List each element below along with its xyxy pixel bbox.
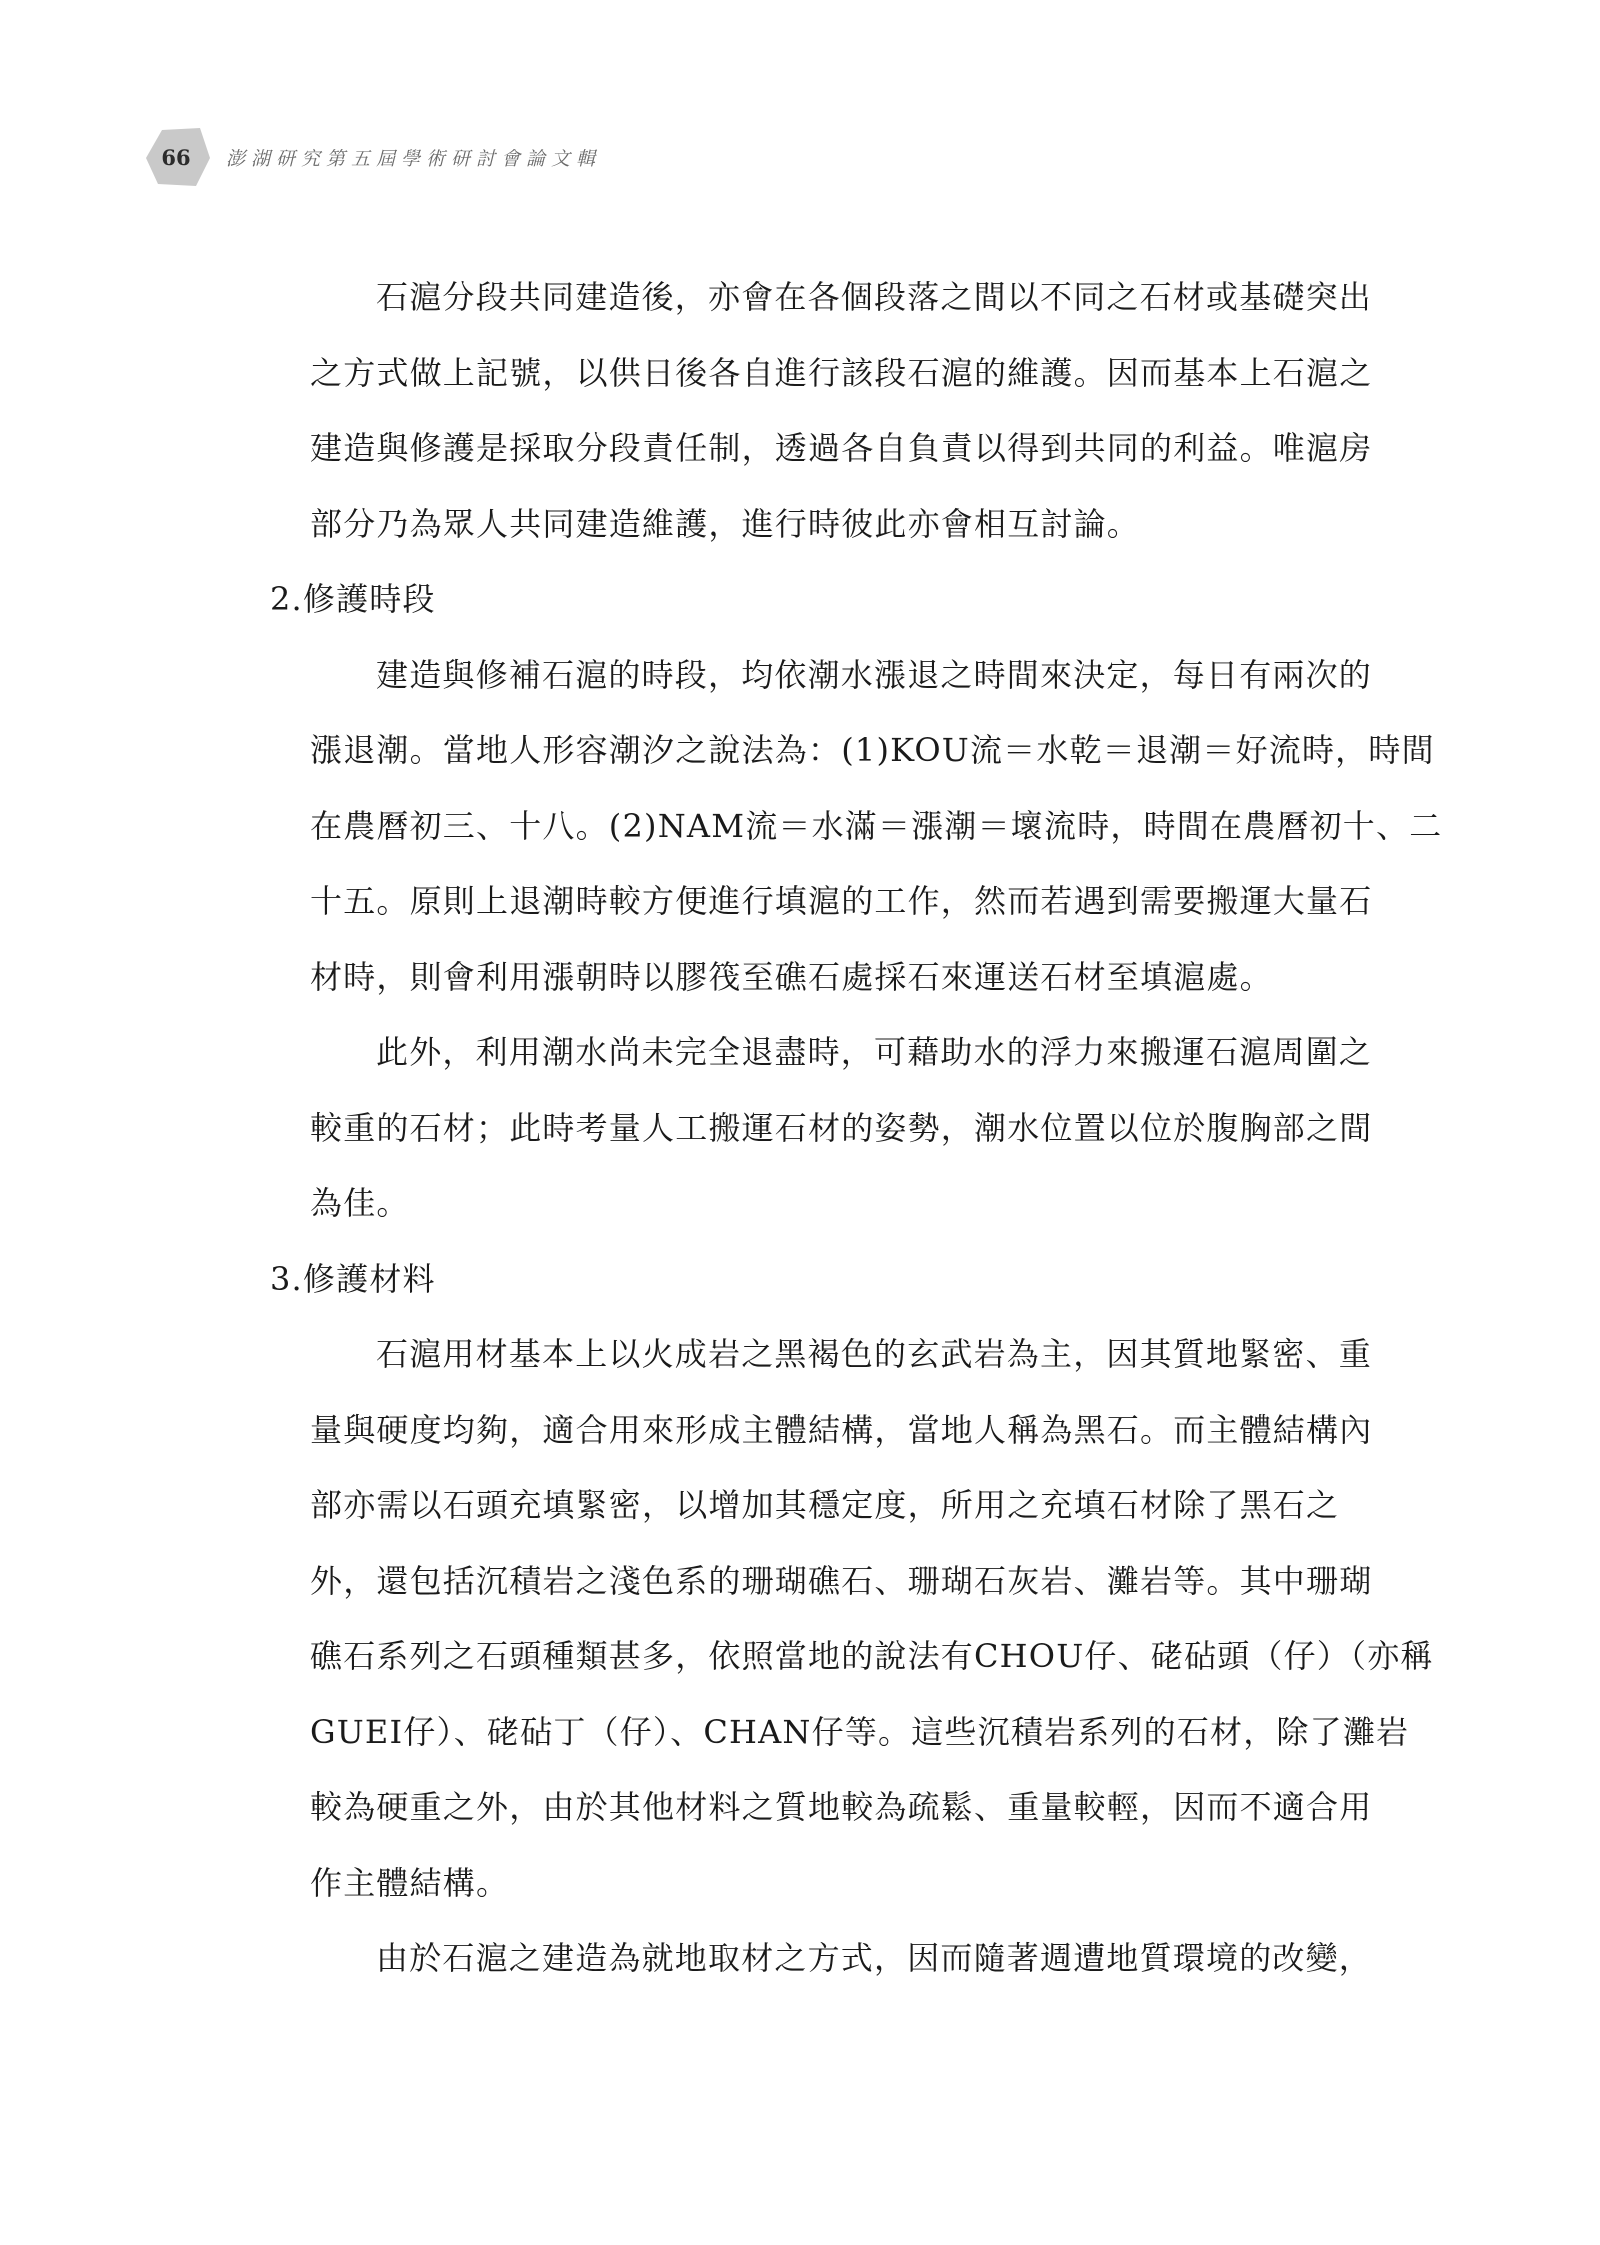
text-line: 石滬分段共同建造後，亦會在各個段落之間以不同之石材或基礎突出 [376, 278, 1373, 316]
paragraph-local-materials [310, 1921, 1410, 1997]
section-heading-repair-materials: 3.修護材料 [270, 1259, 436, 1298]
text-line: 由於石滬之建造為就地取材之方式，因而隨著週遭地質環境的改變， [376, 1939, 1373, 1977]
text-line: 作主體結構。 [310, 1863, 510, 1902]
text-line: 此外，利用潮水尚未完全退盡時，可藉助水的浮力來搬運石滬周圍之 [376, 1033, 1373, 1071]
section-heading-repair-timing: 2.修護時段 [270, 580, 436, 618]
text-line: 部亦需以石頭充填緊密，以增加其穩定度，所用之充填石材除了黑石之 [310, 1486, 1340, 1524]
paragraph-buoyancy [310, 1015, 1410, 1242]
page-body [270, 260, 1443, 1997]
text-line: 石滬用材基本上以火成岩之黑褐色的玄武岩為主，因其質地緊密、重 [376, 1335, 1373, 1373]
text-line: 十五。原則上退潮時較方便進行填滬的工作，然而若遇到需要搬運大量石 [310, 882, 1373, 920]
text-line: 外，還包括沉積岩之淺色系的珊瑚礁石、珊瑚石灰岩、灘岩等。其中珊瑚 [310, 1561, 1373, 1600]
text-line: 在農曆初三、十八。(2)NAM流＝水滿＝漲潮＝壞流時，時間在農曆初十、二 [310, 806, 1443, 845]
running-title: 澎湖研究第五屆學術研討會論文輯 [226, 147, 602, 170]
text-line: 之方式做上記號，以供日後各自進行該段石滬的維護。因而基本上石滬之 [310, 353, 1373, 392]
text-line: 量與硬度均夠，適合用來形成主體結構，當地人稱為黑石。而主體結構內 [310, 1410, 1373, 1449]
text-line: 為佳。 [310, 1184, 410, 1222]
page-header [140, 122, 601, 192]
text-line: 較重的石材；此時考量人工搬運石材的姿勢，潮水位置以位於腹胸部之間 [310, 1108, 1373, 1147]
text-line: 漲退潮。當地人形容潮汐之說法為：(1)KOU流＝水乾＝退潮＝好流時，時間 [310, 731, 1435, 769]
paragraph-materials [310, 1317, 1434, 1921]
text-line: 建造與修補石滬的時段，均依潮水漲退之時間來決定，每日有兩次的 [376, 655, 1373, 694]
text-line: GUEI仔）、硓砧丁（仔）、CHAN仔等。這些沉積岩系列的石材，除了灘岩 [310, 1712, 1410, 1751]
text-line: 材時，則會利用漲朝時以膠筏至礁石處採石來運送石材至填滬處。 [310, 957, 1273, 996]
page-number: 66 [161, 144, 191, 170]
paragraph-tide-timing [310, 638, 1443, 1016]
page-number-badge [140, 122, 212, 192]
text-line: 礁石系列之石頭種類甚多，依照當地的說法有CHOU仔、硓砧頭（仔）（亦稱 [310, 1637, 1434, 1675]
text-line: 部分乃為眾人共同建造維護，進行時彼此亦會相互討論。 [310, 504, 1141, 543]
text-line: 建造與修護是採取分段責任制，透過各自負責以得到共同的利益。唯滬房 [310, 429, 1373, 467]
text-line: 較為硬重之外，由於其他材料之質地較為疏鬆、重量較輕，因而不適合用 [310, 1788, 1373, 1826]
paragraph-segmented-construction [310, 260, 1410, 562]
